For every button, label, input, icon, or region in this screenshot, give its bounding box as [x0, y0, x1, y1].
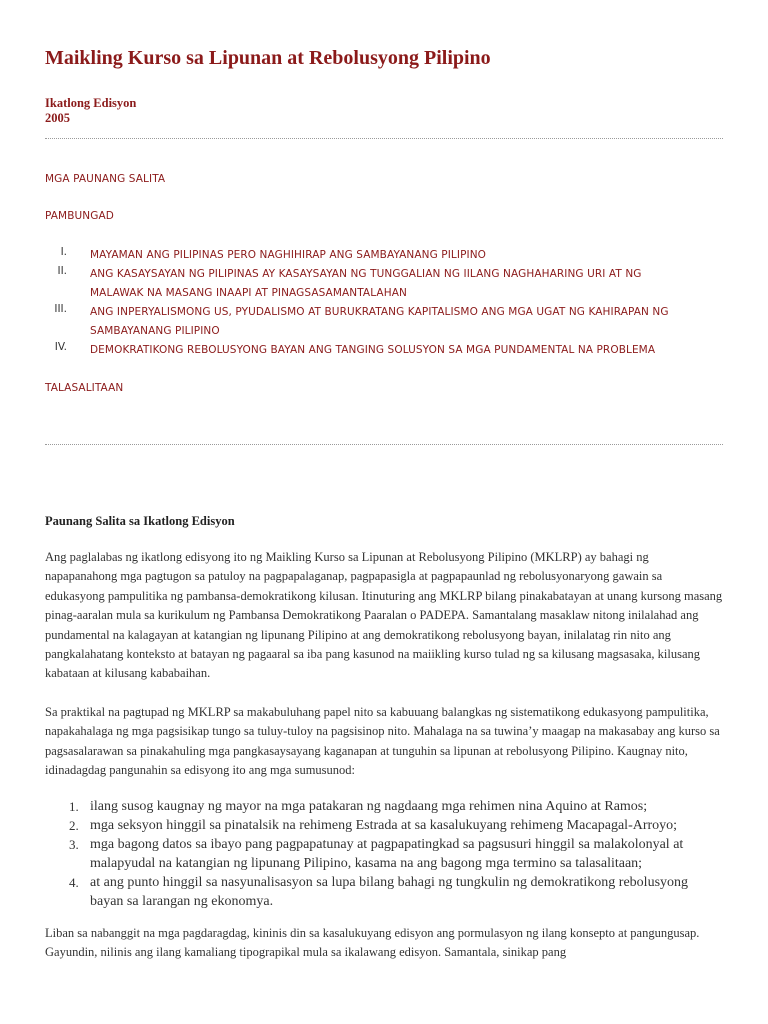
- section-heading: Paunang Salita sa Ikatlong Edisyon: [45, 514, 235, 528]
- toc-chapter-item: [45, 265, 723, 303]
- toc-link-foreword[interactable]: MGA PAUNANG SALITA: [45, 173, 166, 185]
- additions-list: [45, 797, 735, 911]
- list-item: [45, 816, 735, 835]
- paragraph: Ang paglalabas ng ikatlong edisyong ito ng Maikling Kurso sa Lipunan at Rebolusyong Pilipino (MKLRP) ay bahagi ng napapanahong mga pagtugon sa patuloy na pagpapalaganap, pagpapasigla at pagpapaunlad ng rebolusyonaryong gawain sa edukasyong pampulitika ng pambansa-demokratikong kilusan. Itinuturing ang MKLRP bilang pinakabatayan at unang kursong masang pinag-aaralan mula sa kurikulum ng Pambansa Demokratikong Paaralan o PADEPA. Samantalang masaklaw nitong inilalahad ang pundamental na kalagayan at katangian ng lipunang Pilipino at ang demokratikong rebolusyong bayan, inilalatag rin nito ang pangkalahatang konteksto at batayan ng pagaaral sa iba pang kasunod na maiikling kurso tulad ng sa kilusang magsasaka, kilusang kabataan at kilusang kababaihan.: [45, 550, 723, 681]
- list-item-number: 3.: [69, 837, 79, 852]
- toc-chapter-link[interactable]: MAYAMAN ANG PILIPINAS PERO NAGHIHIRAP ANG SAMBAYANANG PILIPINO: [90, 249, 487, 261]
- toc-chapter-item: [45, 303, 723, 341]
- toc-chapter-item: [45, 341, 723, 360]
- toc-chapter-link[interactable]: DEMOKRATIKONG REBOLUSYONG BAYAN ANG TANGING SOLUSYON SA MGA PUNDAMENTAL NA PROBLEMA: [90, 344, 656, 356]
- toc-chapter-number: II.: [57, 265, 67, 277]
- toc-link-glossary[interactable]: TALASALITAAN: [45, 382, 124, 394]
- paragraph: Liban sa nabanggit na mga pagdaragdag, kininis din sa kasalukuyang edisyon ang pormulasyon ng ilang konsepto at pangungusap. Gayundin, nilinis ang ilang kamaliang tipograpikal mula sa ikalawang edisyon. Samantala, sinikap pang: [45, 926, 700, 960]
- page-title: Maikling Kurso sa Lipunan at Rebolusyong Pilipino: [45, 47, 491, 69]
- list-item-number: 1.: [69, 799, 79, 814]
- toc-chapter-item: [45, 246, 723, 265]
- list-item-number: 4.: [69, 875, 79, 890]
- list-item-number: 2.: [69, 818, 79, 833]
- divider-top: [45, 138, 723, 139]
- list-item: [45, 797, 735, 816]
- list-item-text: ilang susog kaugnay ng mayor na mga patakaran ng nagdaang mga rehimen nina Aquino at Ramos;: [90, 799, 648, 814]
- edition-label: Ikatlong Edisyon: [45, 96, 137, 110]
- toc-chapter-list: [45, 246, 723, 360]
- edition-year: 2005: [45, 111, 70, 125]
- list-item-text: mga seksyon hinggil sa pinatalsik na rehimeng Estrada at sa kasalukuyang rehimeng Macapagal-Arroyo;: [90, 818, 678, 833]
- toc-chapter-number: IV.: [54, 341, 67, 353]
- list-item-text: at ang punto hinggil sa nasyunalisasyon sa lupa bilang bahagi ng tungkulin ng demokratikong rebolusyong bayan sa larangan ng ekonomya.: [90, 875, 689, 909]
- divider-bottom: [45, 444, 723, 445]
- list-item: [45, 835, 735, 873]
- toc-chapter-number: I.: [60, 246, 67, 258]
- paragraph: Sa praktikal na pagtupad ng MKLRP sa makabuluhang papel nito sa kabuuang balangkas ng sistematikong edukasyong pampulitika, napakahalaga ng mga pagsisikap tungo sa tuluy-tuloy na pagsisinop nito. Mahalaga na sa tuwina’y maagap na makasabay ang kurso sa pagsasalarawan sa pinakahuling mga pangkasaysayang kaganapan at tunguhin sa lipunan at rebolusyong Pilipino. Kaugnay nito, idinadagdag pangunahin sa edisyong ito ang mga sumusunod:: [45, 705, 720, 778]
- list-item: [45, 873, 735, 911]
- toc-chapter-link[interactable]: ANG KASAYSAYAN NG PILIPINAS AY KASAYSAYAN NG TUNGGALIAN NG IILANG NAGHAHARING URI AT NG MALAWAK NA MASANG INAAPI AT PINAGSASAMANTALAHAN: [90, 268, 642, 299]
- toc-chapter-link[interactable]: ANG INPERYALISMONG US, PYUDALISMO AT BURUKRATANG KAPITALISMO ANG MGA UGAT NG KAHIRAPAN NG SAMBAYANANG PILIPINO: [90, 306, 669, 337]
- toc-link-introduction[interactable]: PAMBUNGAD: [45, 210, 114, 222]
- list-item-text: mga bagong datos sa ibayo pang pagpapatunay at pagpapatingkad sa pagsusuri hinggil sa malakolonyal at malapyudal na katangian ng lipunang Pilipino, kasama na ang bagong mga termino sa talasalitaan;: [90, 837, 684, 871]
- toc-chapter-number: III.: [54, 303, 67, 315]
